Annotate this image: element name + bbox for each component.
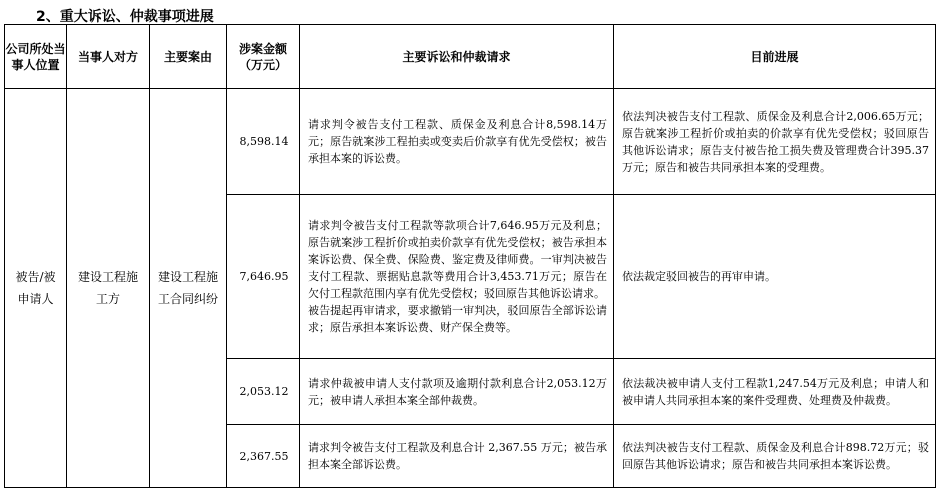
section-heading: 2、重大诉讼、仲裁事项进展 [36, 9, 214, 25]
cell-progress: 依法裁决被申请人支付工程款1,247.54万元及利息；申请人和被申请人共同承担本案的案件受理费、处理费及仲裁费。 [614, 359, 936, 425]
cell-claims [300, 89, 614, 195]
col-header-claims: 主要诉讼和仲裁请求 [300, 25, 614, 89]
claims-text: 请求判令被告支付工程款及利息合计 2,367.55 万元；被告承担本案全部诉讼费。 [308, 441, 607, 471]
col-header-amount: 涉案金额（万元） [227, 25, 300, 89]
cell-party: 建设工程施工方 [67, 89, 150, 488]
col-header-party: 当事人对方 [67, 25, 150, 89]
claims-text: 请求判令被告支付工程款、质保金及利息合计8,598.14万元；原告就案涉工程拍卖或变卖后价款享有优先受偿权；被告承担本案的诉讼费。 [308, 118, 607, 165]
cell-progress: 依法判决被告支付工程款、质保金及利息合计2,006.65万元；原告就案涉工程折价或拍卖的价款享有优先受偿权；驳回原告其他诉讼请求；原告支付被告抢工损失费及管理费合计395.37万元；原告和被告共同承担本案的受理费。 [614, 89, 936, 195]
claims-text: 请求判令被告支付工程款等款项合计7,646.95万元及利息；原告就案涉工程折价或拍卖价款享有优先受偿权；被告承担本案诉讼费、保全费、保险费、鉴定费及律师费。一审判决被告支付工程款、票据贴息款等费用合计3,453.71万元；原告在欠付工程款范围内享有优先受偿权；驳回原告其他诉讼请求。 [308, 219, 607, 300]
col-header-position: 公司所处当事人位置 [5, 25, 67, 89]
cell-cause: 建设工程施工合同纠纷 [150, 89, 227, 488]
claims-text: 请求仲裁被申请人支付款项及逾期付款利息合计2,053.12万元；被申请人承担本案全部仲裁费。 [308, 376, 607, 407]
cell-claims [300, 195, 614, 359]
cell-amount: 7,646.95 [227, 195, 300, 359]
claims-retrial-text: 被告提起再审请求，要求撤销一审判决，驳回原告全部诉讼请求；原告承担本案诉讼费、财产保全费等。 [308, 304, 607, 334]
cell-amount: 8,598.14 [227, 89, 300, 195]
cell-progress: 依法判决被告支付工程款、质保金及利息合计898.72万元；驳回原告其他诉讼请求；原告和被告共同承担本案诉讼费。 [614, 425, 936, 488]
header-row [5, 25, 936, 89]
cell-amount: 2,053.12 [227, 359, 300, 425]
col-header-cause: 主要案由 [150, 25, 227, 89]
cell-amount: 2,367.55 [227, 425, 300, 488]
cell-claims [300, 359, 614, 425]
table-row [5, 89, 936, 195]
cell-claims [300, 425, 614, 488]
cell-position: 被告/被申请人 [5, 89, 67, 488]
cell-progress: 依法裁定驳回被告的再审申请。 [614, 195, 936, 359]
col-header-progress: 目前进展 [614, 25, 936, 89]
litigation-table [4, 24, 936, 488]
